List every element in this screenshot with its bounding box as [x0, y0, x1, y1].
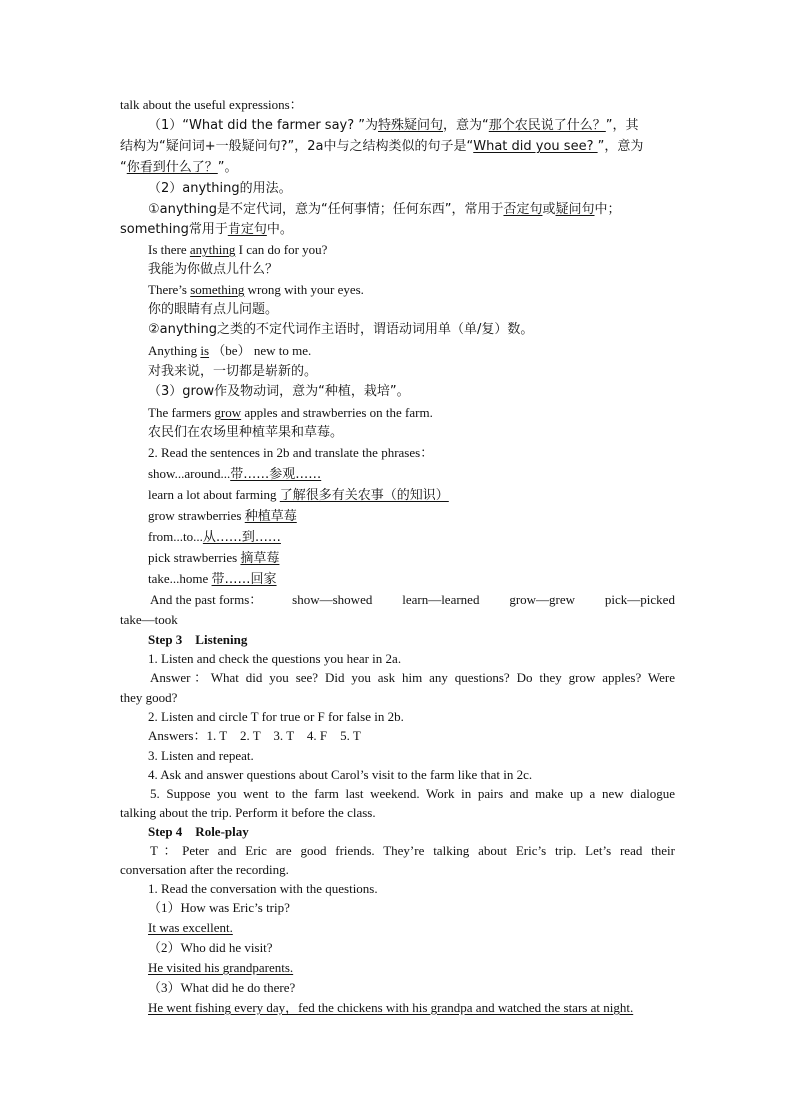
answer-blank: He went fishing every day，fed the chickens with his grandpa and watched the stars at night. — [148, 1000, 634, 1015]
example-sentence: Anything is （be） new to me. — [148, 343, 312, 358]
step-3-item: 3. Listen and repeat. — [148, 748, 254, 763]
answer-blank: He visited his grandparents. — [148, 960, 294, 975]
phrase-row: take...home 带……回家 — [148, 571, 277, 587]
note-2-title: （2）anything的用法。 — [148, 181, 292, 196]
answer-blank: grow — [214, 405, 242, 420]
answer-blank: 那个农民说了什么？ — [488, 118, 606, 133]
phrases-title: 2. Read the sentences in 2b and translate the phrases： — [148, 445, 434, 460]
answer-blank: 带……参观…… — [230, 467, 322, 482]
phrase-row: from...to...从……到…… — [148, 529, 281, 545]
answer-blank: It was excellent. — [148, 920, 233, 935]
step-4-item: 1. Read the conversation with the questions. — [148, 881, 378, 896]
answer-blank: 肯定句 — [227, 222, 267, 237]
question: （2）Who did he visit? — [148, 940, 273, 955]
answer-blank: 摘草莓 — [240, 551, 280, 566]
step-3-item: 2. Listen and circle T for true or F for false in 2b. — [148, 709, 404, 724]
note-1-line-3: “你看到什么了？”。 — [120, 160, 238, 175]
step-3-item: 1. Listen and check the questions you hear in 2a. — [148, 651, 402, 666]
teacher-line-cont: conversation after the recording. — [120, 862, 289, 877]
note-3-title: （3）grow作及物动词，意为“种植，栽培”。 — [148, 384, 410, 399]
note-2-rule-1-cont: something常用于肯定句中。 — [120, 222, 293, 237]
example-sentence: Is there anything I can do for you? — [148, 242, 328, 257]
example-sentence: There’s something wrong with your eyes. — [148, 282, 364, 297]
phrase-row: pick strawberries 摘草莓 — [148, 550, 280, 566]
step-3-answer: Answers：1. T 2. T 3. T 4. F 5. T — [148, 728, 361, 743]
answer-blank: is — [200, 343, 210, 358]
teacher-line: T：Peter and Eric are good friends. They’re talking about Eric’s trip. Let’s read their — [150, 843, 675, 858]
step-3-answer-cont: they good? — [120, 690, 178, 705]
question: （3）What did he do there? — [148, 980, 296, 995]
answer-blank: anything — [189, 242, 236, 257]
example-translation: 我能为你做点儿什么？ — [148, 262, 279, 277]
past-forms-line-2: take—took — [120, 612, 178, 627]
note-1-line-1: （1）“What did the farmer say? ”为特殊疑问句，意为“那个农民说了什么？”，其 — [148, 118, 639, 133]
note-1-line-2: 结构为“疑问词+一般疑问句?”，2a中与之结构类似的句子是“What did you see? ”，意为 — [120, 139, 644, 154]
note-2-rule-2: ②anything之类的不定代词作主语时，谓语动词用单（单/复）数。 — [148, 322, 534, 337]
answer-blank: 从……到…… — [202, 530, 281, 545]
example-translation: 农民们在农场里种植苹果和草莓。 — [148, 425, 344, 440]
answer-blank: something — [190, 282, 245, 297]
past-forms-line: And the past forms： show—showed learn—learned grow—grew pick—picked — [150, 592, 675, 607]
answer-blank: 种植草莓 — [244, 509, 297, 524]
question: （1）How was Eric’s trip? — [148, 900, 290, 915]
step-3-heading: Step 3 Listening — [148, 632, 248, 647]
phrase-row: show...around...带……参观…… — [148, 466, 322, 482]
example-sentence: The farmers grow apples and strawberries on the farm. — [148, 405, 433, 420]
answer-blank: What did you see? — [473, 139, 598, 154]
answer-blank: 了解很多有关农事（的知识） — [279, 488, 449, 503]
step-3-item: 4. Ask and answer questions about Carol’s visit to the farm like that in 2c. — [148, 767, 533, 782]
step-4-heading: Step 4 Role-play — [148, 824, 249, 839]
answer-blank: 带……回家 — [211, 572, 277, 587]
step-3-item: 5. Suppose you went to the farm last weekend. Work in pairs and make up a new dialogue — [150, 786, 675, 801]
answer-blank: 你看到什么了？ — [126, 160, 218, 175]
answer-blank: 否定句 — [503, 202, 543, 217]
step-3-item-cont: talking about the trip. Perform it before the class. — [120, 805, 376, 820]
answer-blank: 疑问句 — [555, 202, 595, 217]
note-2-rule-1: ①anything是不定代词，意为“任何事情；任何东西”，常用于否定句或疑问句中； — [148, 202, 621, 217]
example-translation: 你的眼睛有点儿问题。 — [148, 302, 279, 317]
phrase-row: grow strawberries 种植草莓 — [148, 508, 297, 524]
answer-blank: 特殊疑问句 — [378, 118, 444, 133]
step-3-answer: Answer：What did you see? Did you ask him any questions? Do they grow apples? Were — [150, 670, 675, 685]
intro-line: talk about the useful expressions： — [120, 97, 303, 112]
example-translation: 对我来说，一切都是崭新的。 — [148, 364, 318, 379]
phrase-row: learn a lot about farming 了解很多有关农事（的知识） — [148, 487, 449, 503]
